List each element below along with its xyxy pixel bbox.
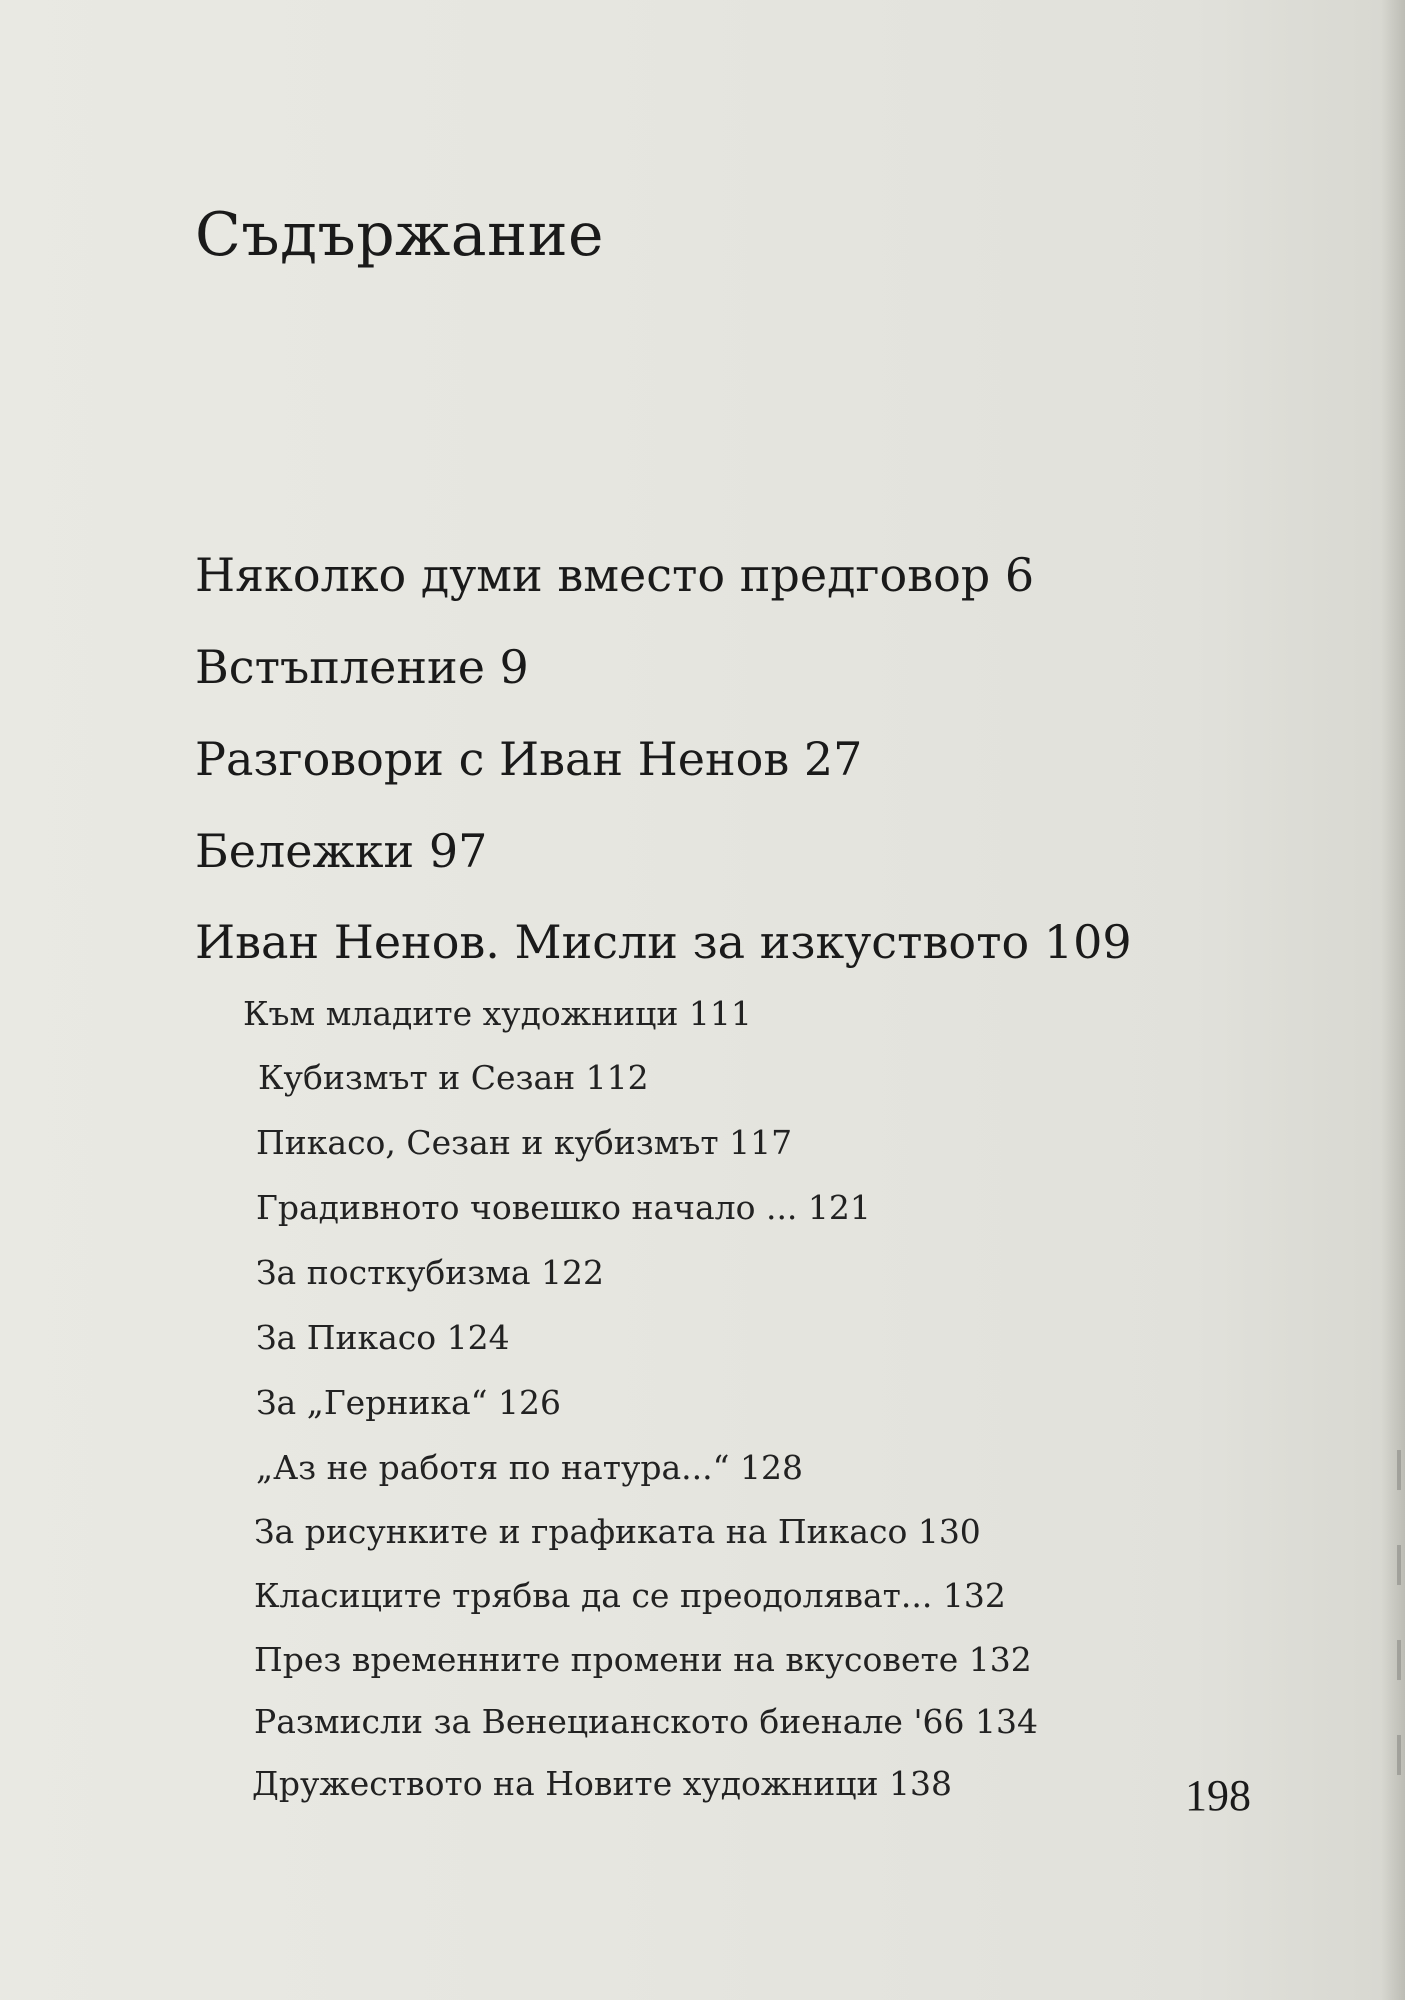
toc-main-entry: Разговори с Иван Ненов 27 (195, 732, 863, 786)
toc-main-entry: Няколко думи вместо предговор 6 (195, 548, 1035, 602)
toc-sub-entry: Класиците трябва да се преодоляват... 132 (254, 1576, 1006, 1615)
toc-main-entry: Иван Ненов. Мисли за изкуството 109 (195, 915, 1132, 969)
toc-main-entry: Бележки 97 (195, 824, 488, 878)
toc-sub-entry: Размисли за Венецианското биенале '66 134 (254, 1702, 1038, 1741)
toc-sub-entry: Градивното човешко начало ... 121 (256, 1188, 871, 1227)
edge-mark (1397, 1735, 1401, 1775)
toc-sub-entry: За посткубизма 122 (256, 1253, 605, 1292)
toc-sub-entry: Дружеството на Новите художници 138 (252, 1764, 952, 1803)
toc-sub-entry: За „Герника“ 126 (256, 1383, 561, 1422)
toc-sub-entry: Пикасо, Сезан и кубизмът 117 (256, 1123, 793, 1162)
edge-mark (1397, 1450, 1401, 1490)
toc-sub-entry: „Аз не работя по натура...“ 128 (256, 1448, 803, 1487)
page-number: 198 (1185, 1771, 1251, 1820)
edge-mark (1397, 1545, 1401, 1585)
toc-sub-entry: През временните промени на вкусовете 132 (254, 1640, 1032, 1679)
edge-mark (1397, 1640, 1401, 1680)
toc-sub-entry: За Пикасо 124 (256, 1318, 510, 1357)
toc-sub-entry: За рисунките и графиката на Пикасо 130 (254, 1512, 981, 1551)
page-edge-shadow (1381, 0, 1405, 2000)
toc-sub-entry: Кубизмът и Сезан 112 (258, 1058, 649, 1097)
page-title: Съдържание (195, 200, 605, 270)
toc-main-entry: Встъпление 9 (195, 640, 529, 694)
toc-sub-entry: Към младите художници 111 (243, 994, 752, 1033)
